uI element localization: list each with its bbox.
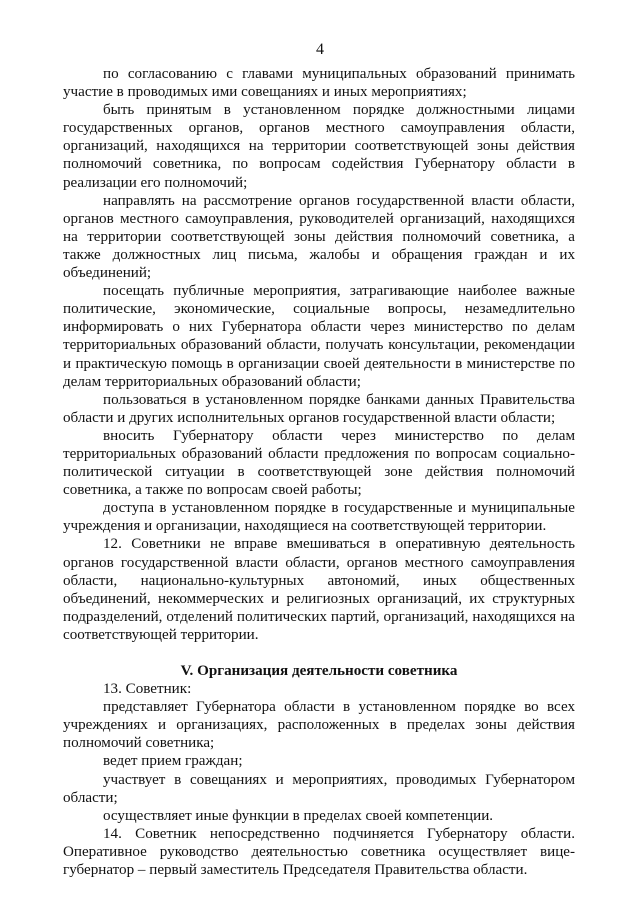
- paragraph: пользоваться в установленном порядке банками данных Правительства области и других исполнительных органов государственной власти области;: [63, 391, 575, 426]
- paragraph: вносить Губернатору области через министерство по делам территориальных образований области предложения по вопросам социально-политической ситуации в соответствующей зоне действия полномочий советника, а также по вопросам своей работы;: [63, 427, 575, 499]
- paragraph: по согласованию с главами муниципальных образований принимать участие в проводимых ими совещаниях и иных мероприятиях;: [63, 66, 575, 101]
- paragraph-item-12: 12. Советники не вправе вмешиваться в оперативную деятельность органов государственной власти области, органов местного самоуправления области, национально-культурных автономий, иных общественных объединений, некоммерческих и религиозных организаций, их структурных подразделений, отделений политических партий, организаций, находящихся на соответствующей территории.: [63, 536, 575, 643]
- paragraph: доступа в установленном порядке в государственные и муниципальные учреждения и организации, находящиеся на соответствующей территории.: [63, 500, 575, 535]
- paragraph: осуществляет иные функции в пределах своей компетенции.: [103, 807, 494, 824]
- paragraph: участвует в совещаниях и мероприятиях, проводимых Губернатором области;: [63, 771, 575, 806]
- paragraph: представляет Губернатора области в установленном порядке во всех учреждениях и организациях, расположенных в пределах зоны действия полномочий советника;: [63, 699, 575, 752]
- paragraph: направлять на рассмотрение органов государственной власти области, органов местного самоуправления, руководителей организаций, находящихся на территории соответствующей зоны действия полномочий советника, а также должностных лиц письма, жалобы и обращения граждан и их объединений;: [63, 192, 575, 282]
- paragraph-item-14: 14. Советник непосредственно подчиняется Губернатору области. Оперативное руководство деятельностью советника осуществляет вице-губернатор – первый заместитель Председателя Правительства области.: [63, 825, 575, 879]
- paragraph-item-13: 13. Советник:: [103, 681, 192, 698]
- paragraph: ведет прием граждан;: [103, 753, 243, 770]
- document-body: [63, 65, 575, 879]
- paragraph: быть принятым в установленном порядке должностными лицами государственных органов, органов местного самоуправления области, организаций, находящихся на территории соответствующей зоны действия полномочий советника, по вопросам содействия Губернатору области в реализации его полномочий;: [63, 102, 575, 191]
- section-heading: V. Организация деятельности советника: [180, 663, 458, 679]
- paragraph: посещать публичные мероприятия, затрагивающие наиболее важные политические, экономические, социальные вопросы, незамедлительно информировать о них Губернатора области через министерство по делам территориальных образований области, получать консультации, рекомендации и практическую помощь в организации своей деятельности в министерстве по делам территориальных образований области;: [63, 283, 575, 390]
- page-number: 4: [316, 41, 324, 58]
